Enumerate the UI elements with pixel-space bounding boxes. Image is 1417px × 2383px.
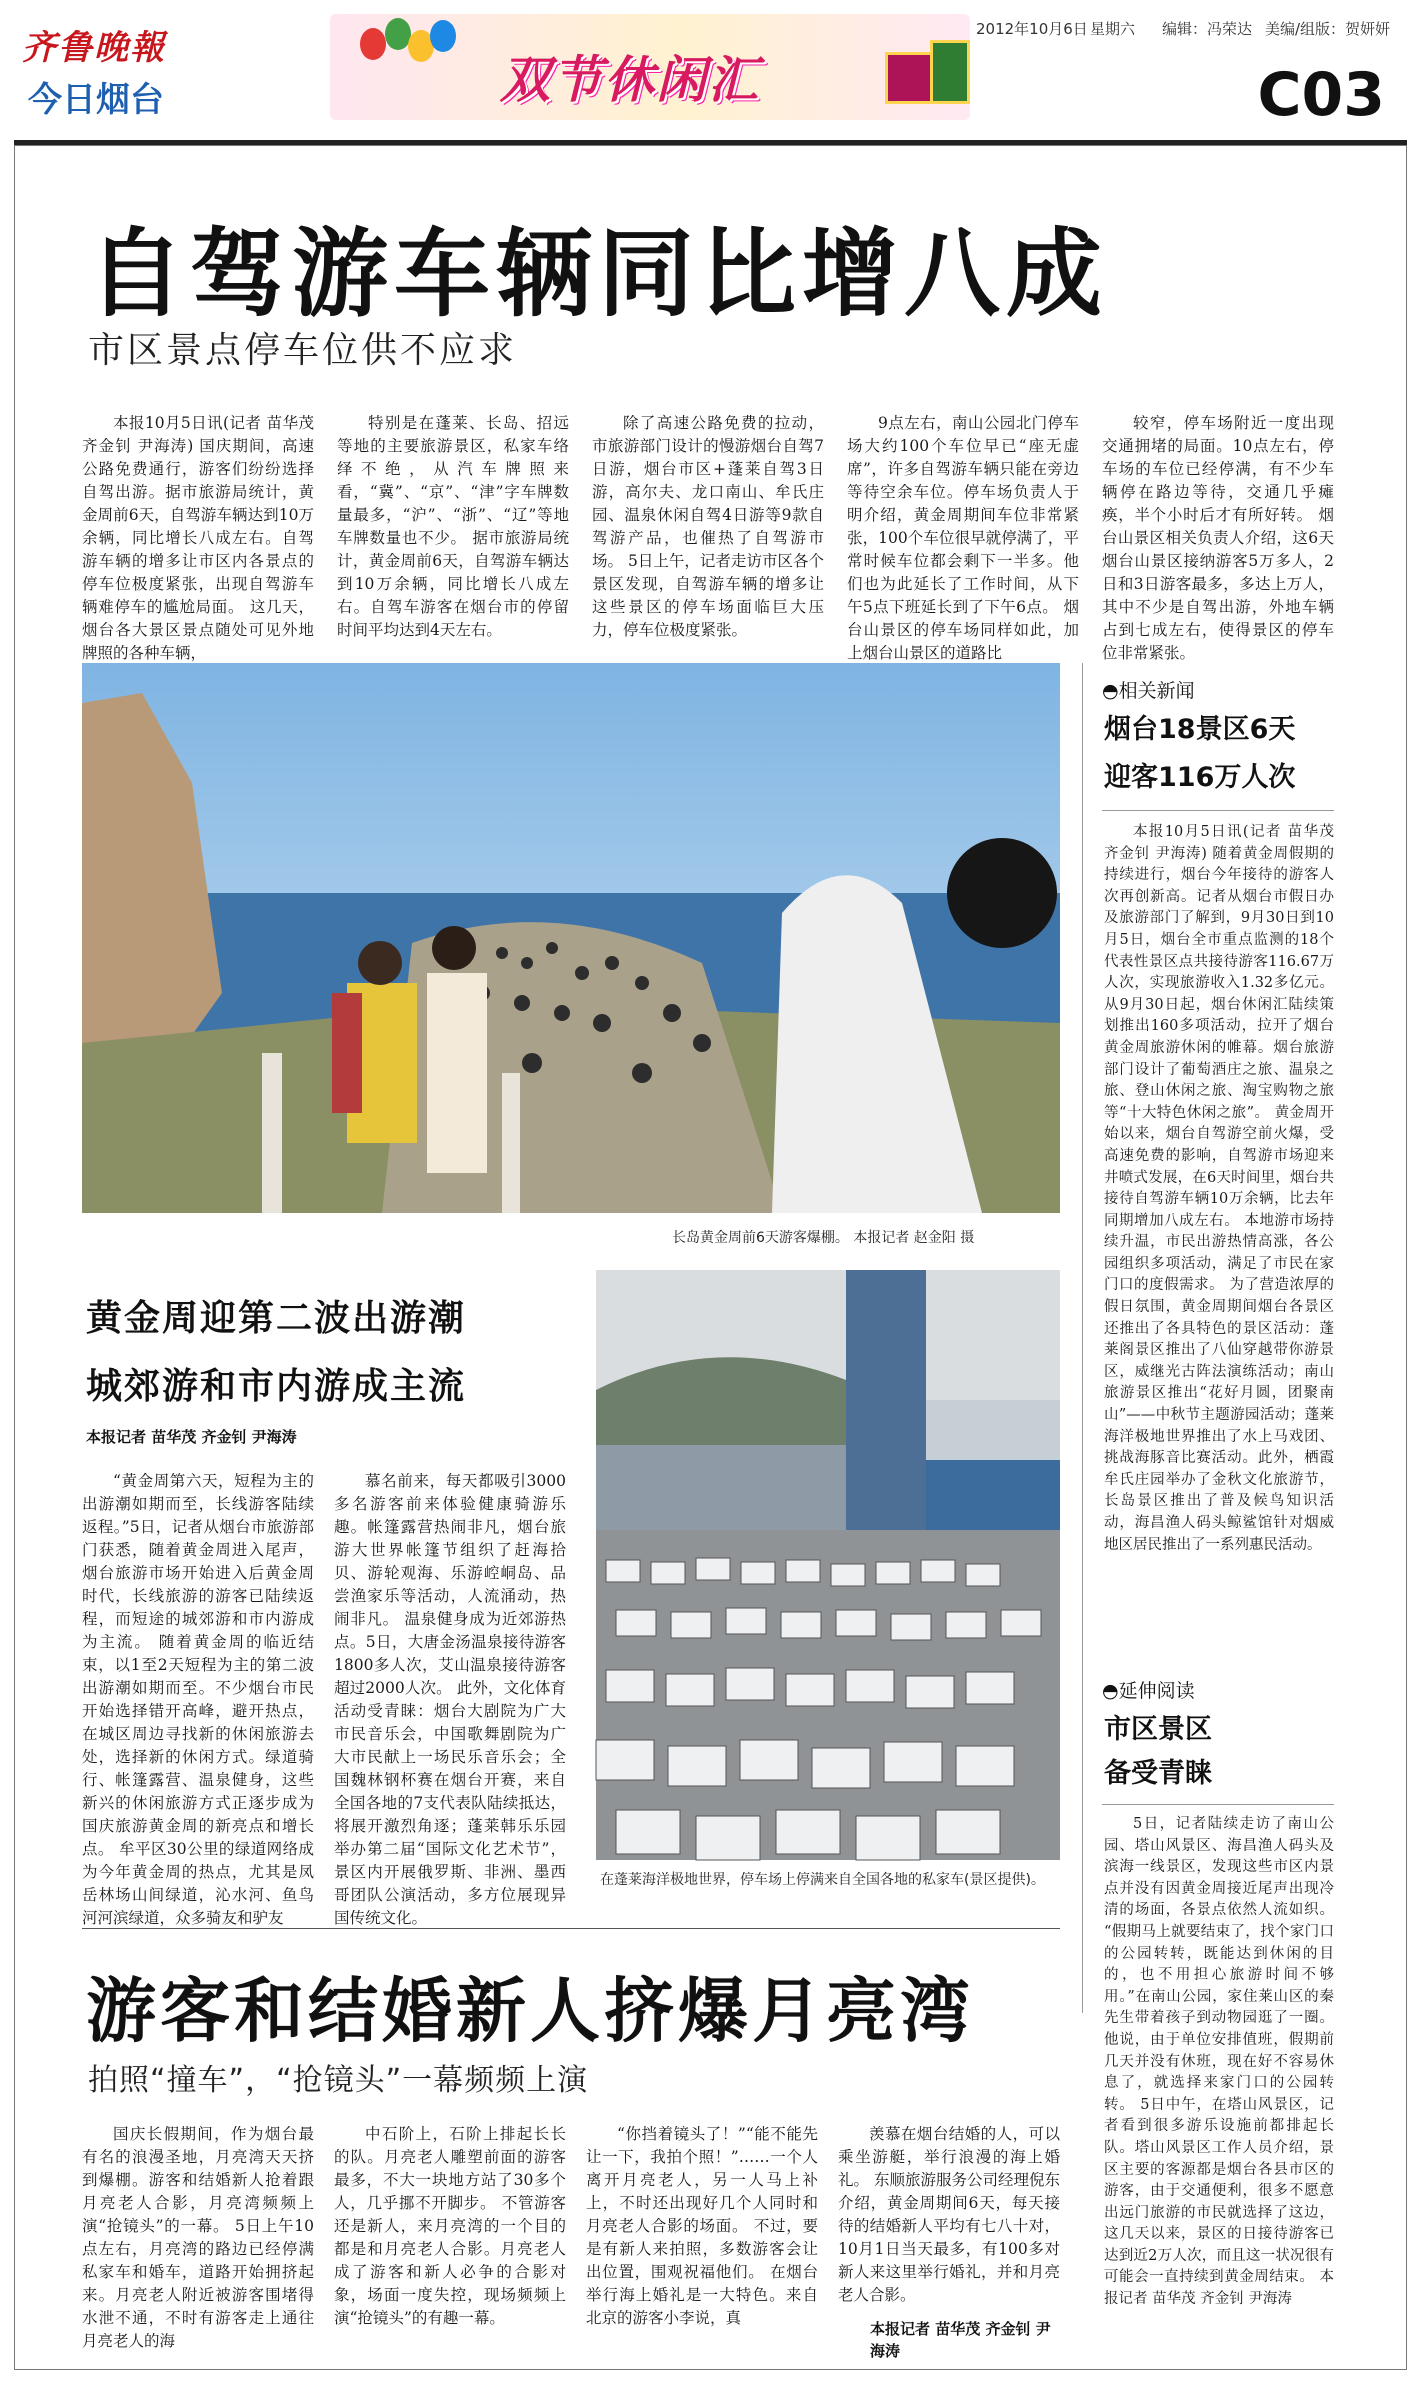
sidebar-divider <box>1082 663 1083 2013</box>
story1-col4: 9点左右，南山公园北门停车场大约100个车位早已“座无虚席”，许多自驾游车辆只能在旁边等待空余车位。停车场负责人于明介绍，黄金周期间车位非常紧张，100个车位很早就停满了，平常时候车位都会剩下一半多。他们也为此延长了工作时间，从下午5点下班延长到了下午6点。 烟台山景区的停车场同样如此，加上烟台山景区的道路比 <box>847 414 1079 662</box>
story1-col2: 特别是在蓬莱、长岛、招远等地的主要旅游景区，私家车络绎不绝，从汽车牌照来看，“冀”、“京”、“津”字车牌数量最多，“沪”、“浙”、“辽”等地车牌数量也不少。 据市旅游局统计，黄金周前6天，自驾游车辆达到10万余辆，同比增长八成左右。自驾车游客在烟台市的停留时间平均达到4天左右。 <box>337 414 569 639</box>
story2-photo-caption: 在蓬莱海洋极地世界，停车场上停满来自全国各地的私家车(景区提供)。 <box>600 1872 1045 1888</box>
designer-credit: 美编/组版：贺妍妍 <box>1265 20 1391 38</box>
sidebar2-label <box>1102 1676 1195 1703</box>
sidebar1-title-line2: 迎客116万人次 <box>1104 762 1296 793</box>
story1-col3: 除了高速公路免费的拉动，市旅游部门设计的慢游烟台自驾7日游，烟台市区+蓬莱自驾3日游，高尔夫、龙口南山、牟氏庄园、温泉休闲自驾4日游等9款自驾游产品，也催热了自驾游市场。 5日上午，记者走访市区各个景区发现，自驾游车辆的增多让这些景区的停车场面临巨大压力，停车位极度紧张。 <box>592 414 824 639</box>
story1-photo-caption: 长岛黄金周前6天游客爆棚。 本报记者 赵金阳 摄 <box>672 1230 975 1246</box>
newspaper-brand: 齐鲁晚報 <box>22 28 166 68</box>
issue-weekday: 星期六 <box>1090 20 1136 38</box>
story2-col2: 慕名前来，每天都吸引3000多名游客前来体验健康骑游乐趣。帐篷露营热闹非凡，烟台旅游大世界帐篷节组织了赶海拾贝、游轮观海、乐游崆峒岛、品尝渔家乐等活动，人流涌动，热闹非凡。 温泉健身成为近郊游热点。5日，大唐金汤温泉接待游客1800多人次，艾山温泉接待游客超过2000人次。 此外，文化体育活动受青睐：烟台大剧院为广大市民音乐会，中国歌舞剧院为广大市民献上一场民乐音乐会；全国魏林钢杯赛在烟台开赛，来自全国各地的7支代表队陆续抵达，将展开激烈角逐；蓬莱韩乐乐园举办第二届“国际文化艺术节”，景区内开展俄罗斯、非洲、墨西哥团队公演活动，多方位展现异国传统文化。 <box>334 1472 566 1927</box>
story1-headline: 自驾游车辆同比增八成 <box>88 218 1108 330</box>
issue-date: 2012年10月6日 <box>976 20 1088 38</box>
story3-byline: 本报记者 苗华茂 齐金钊 尹海涛 <box>870 2320 1051 2360</box>
changdao-crowd-photo <box>82 663 1060 1213</box>
story3-col3: “你挡着镜头了！”“能不能先让一下，我拍个照！”……一个人离开月亮老人，另一人马上补上，不时还出现好几个人同时和月亮老人合影的场面。 不过，要是有新人来拍照，多数游客会让出位置，围观祝福他们。 在烟台举行海上婚礼是一大特色。来自北京的游客小李说，真 <box>586 2125 818 2327</box>
story1-subhead: 市区景点停车位供不应求 <box>88 330 518 371</box>
story3-col1: 国庆长假期间，作为烟台最有名的浪漫圣地，月亮湾天天挤到爆棚。游客和结婚新人抢着跟月亮老人合影，月亮湾频频上演“抢镜头”的一幕。 5日上午10点左右，月亮湾的路边已经停满私家车和婚车，道路开始拥挤起来。月亮老人附近被游客围堵得水泄不通，不时有游客走上通往月亮老人的海 <box>82 2125 314 2350</box>
sidebar2-label-text: 延伸阅读 <box>1118 1680 1195 1702</box>
sidebar2-title-line2: 备受青睐 <box>1104 1758 1212 1789</box>
sidebar2-rule <box>1102 1804 1334 1805</box>
sidebar1-label-text: 相关新闻 <box>1118 680 1195 702</box>
page-number: C03 <box>1257 60 1385 130</box>
story2-byline: 本报记者 苗华茂 齐金钊 尹海涛 <box>86 1428 297 1446</box>
banner-title: 双节休闲汇 <box>500 51 760 109</box>
story3-rule <box>82 1928 1060 1929</box>
section-tag: 今日烟台 <box>28 80 164 120</box>
balloon-icon <box>360 28 386 60</box>
editor-credit: 编辑：冯荣达 <box>1162 20 1253 38</box>
story2-headline-line1: 黄金周迎第二波出游潮 <box>86 1298 467 1339</box>
sidebar1-label <box>1102 676 1195 703</box>
story3-headline: 游客和结婚新人挤爆月亮湾 <box>86 1970 974 2052</box>
story1-col5: 较窄，停车场附近一度出现交通拥堵的局面。10点左右，停车场的车位已经停满，有不少车辆停在路边等待，交通几乎瘫痪，半个小时后才有所好转。 烟台山景区相关负责人介绍，这6天烟台山景区接纳游客5万多人，2日和3日游客最多，多达上万人，其中不少是自驾出游，外地车辆占到七成左右，使得景区的停车位非常紧张。 <box>1102 414 1334 662</box>
story3-col4: 羡慕在烟台结婚的人，可以乘坐游艇，举行浪漫的海上婚礼。 东顺旅游服务公司经理倪东介绍，黄金周期间6天，每天接待的结婚新人平均有七八十对，10月1日当天最多，有100多对新人来这里举行婚礼，并和月亮老人合影。 <box>838 2125 1060 2304</box>
story3-col2: 中石阶上，石阶上排起长长的队。月亮老人雕塑前面的游客最多，不大一块地方站了30多个人，几乎挪不开脚步。 不管游客还是新人，来月亮湾的一个目的都是和月亮老人合影。月亮老人成了游客和新人必争的合影对象，场面一度失控，现场频频上演“抢镜头”的有趣一幕。 <box>334 2125 566 2327</box>
sidebar2-title-line1: 市区景区 <box>1104 1714 1212 1745</box>
bubble-icon: ◓ <box>1102 680 1119 702</box>
story1-col1: 本报10月5日讯(记者 苗华茂 齐金钊 尹海涛) 国庆期间，高速公路免费通行，游客们纷纷选择自驾出游。据市旅游局统计，黄金周前6天，自驾游车辆达到10万余辆，同比增长八成左右。自驾游车辆的增多让市区内各景点的停车位极度紧张，出现自驾游车辆难停车的尴尬局面。 这几天，烟台各大景区景点随处可见外地牌照的各种车辆， <box>82 414 314 662</box>
story3-subhead: 拍照“撞车”，“抢镜头”一幕频频上演 <box>88 2063 589 2098</box>
bubble-icon: ◓ <box>1102 1680 1119 1702</box>
gift-box-icon <box>930 40 970 104</box>
sidebar1-body: 本报10月5日讯(记者 苗华茂 齐金钊 尹海涛) 随着黄金周假期的持续进行，烟台今年接待的游客人次再创新高。记者从烟台市假日办及旅游部门了解到，9月30日到10月5日，烟台全市重点监测的18个代表性景区点共接待游客116.67万人次，实现旅游收入1.32多亿元。 从9月30日起，烟台休闲汇陆续策划推出160多项活动，拉开了烟台黄金周旅游休闲的帷幕。烟台旅游部门设计了葡萄酒庄之旅、温泉之旅、登山休闲之旅、淘宝购物之旅等“十大特色休闲之旅”。 黄金周开始以来，烟台自驾游空前火爆，受高速免费的影响，自驾游市场迎来井喷式发展，在6天时间里，烟台共接待自驾游车辆10万余辆，比去年同期增加八成左右。 本地游市场持续升温，市民出游热情高涨，各公园组织多项活动，满足了市民在家门口的度假需求。 为了营造浓厚的假日氛围，黄金周期间烟台各景区还推出了各具特色的景区活动：蓬莱阁景区推出了八仙穿越带你游景区，威继光古阵法演练活动；南山旅游景区推出“花好月圆，团聚南山”——中秋节主题游园活动；蓬莱海洋极地世界推出了水上马戏团、挑战海豚音比赛活动。此外，栖霞牟氏庄园举办了金秋文化旅游节，长岛景区推出了普及候鸟知识活动，海昌渔人码头鲸鲨馆针对烟威地区居民推出了一系列惠民活动。 <box>1104 824 1334 1553</box>
sidebar1-rule <box>1102 810 1334 811</box>
balloon-icon <box>430 20 456 52</box>
sidebar1-title-line1: 烟台18景区6天 <box>1104 714 1296 745</box>
parking-lot-photo <box>596 1270 1060 1860</box>
story2-col1: “黄金周第六天，短程为主的出游潮如期而至，长线游客陆续返程。”5日，记者从烟台市旅游部门获悉，随着黄金周进入尾声，烟台旅游市场开始进入后黄金周时代，长线旅游的游客已陆续返程，而短途的城郊游和市内游成为主流。 随着黄金周的临近结束，以1至2天短程为主的第二波出游潮如期而至。不少烟台市民开始选择错开高峰，避开热点，在城区周边寻找新的休闲旅游去处，选择新的休闲方式。绿道骑行、帐篷露营、温泉健身，这些新兴的休闲旅游方式正逐步成为国庆旅游黄金周的新亮点和增长点。 牟平区30公里的绿道网络成为今年黄金周的热点，尤其是凤岳林场山间绿道，沁水河、鱼鸟河河滨绿道，众多骑友和驴友 <box>82 1472 314 1927</box>
sidebar2-body: 5日，记者陆续走访了南山公园、塔山风景区、海昌渔人码头及滨海一线景区，发现这些市区内景点并没有因黄金周接近尾声出现冷清的场面，各景点依然人流如织。 “假期马上就要结束了，找个家门口的公园转转，既能达到休闲的目的，也不用担心旅游时间不够用。”在南山公园，家住莱山区的秦先生带着孩子到动物园逛了一圈。他说，由于单位安排值班，假期前几天并没有休班，现在好不容易休息了，就选择来家门口的公园转转。 5日中午，在塔山风景区，记者看到很多游乐设施前都排起长队。塔山风景区工作人员介绍，景区主要的客源都是烟台各县市区的游客，由于交通便利，很多不愿意出远门旅游的市民就选择了这边，这几天以来，景区的日接待游客已达到近2万人次，而且这一状况很有可能会一直持续到黄金周结束。 本报记者 苗华茂 齐金钊 尹海涛 <box>1104 1816 1334 2308</box>
story2-headline-line2: 城郊游和市内游成主流 <box>86 1366 467 1407</box>
